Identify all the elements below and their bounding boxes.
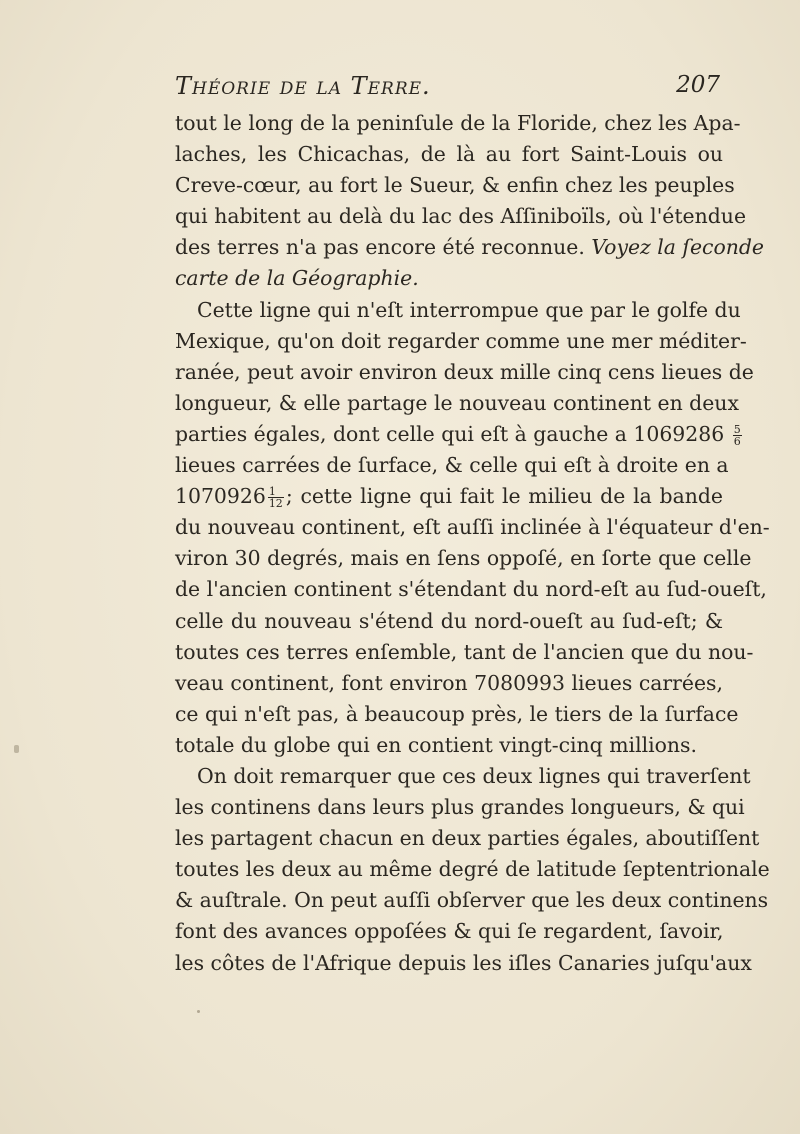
paper-speck (197, 1010, 200, 1013)
text-line: les côtes de l'Afrique depuis les iſles Canaries juſqu'aux (175, 950, 752, 975)
italic-reference: carte de la Géographie. (175, 266, 419, 291)
text-line: On doit remarquer que ces deux lignes qui traverſent (197, 763, 751, 788)
text-line: ranée, peut avoir environ deux mille cinq cens lieues de (175, 359, 754, 384)
text-line: toutes ces terres enſemble, tant de l'ancien que du nou- (175, 639, 754, 664)
text-line: font des avances oppoſées & qui ſe regardent, ſavoir, (175, 919, 724, 944)
text-line: & auſtrale. On peut auſſi obſerver que les deux continens (175, 888, 769, 913)
text-segment: 1070926 (175, 484, 266, 509)
page-header (175, 72, 720, 108)
fraction-numerator: 1 (268, 486, 284, 498)
fraction-numerator: 5 (733, 422, 741, 436)
text-line: viron 30 degrés, mais en ſens oppoſé, en ſorte que celle (175, 546, 752, 571)
text-line: laches, les Chicachas, de là au fort Saint-Louis ou (175, 142, 723, 167)
text-segment: des terres n'a pas encore été reconnue. (175, 235, 585, 260)
text-line: Mexique, qu'on doit regarder comme une mer méditer- (175, 328, 747, 353)
text-line: totale du globe qui en contient vingt-cinq millions. (175, 732, 697, 757)
running-title: Théorie de la Terre. (175, 72, 431, 100)
text-line: veau continent, font environ 7080993 lieues carrées, (175, 670, 723, 695)
paper-speck (14, 745, 19, 753)
text-line: celle du nouveau s'étend du nord-oueſt au ſud-eſt; & (175, 608, 723, 633)
text-line: du nouveau continent, eſt auſſi inclinée à l'équateur d'en- (175, 515, 770, 540)
text-line: longueur, & elle partage le nouveau continent en deux (175, 390, 739, 415)
text-line (175, 263, 723, 294)
text-line: les partagent chacun en deux parties égales, aboutiſſent (175, 826, 760, 851)
text-line: Cette ligne qui n'eſt interrompue que par le golfe du (197, 297, 741, 322)
text-line (175, 232, 764, 263)
fraction-denominator: 6 (733, 434, 741, 448)
text-line: toutes les deux au même degré de latitude ſeptentrionale (175, 857, 770, 882)
text-segment: parties égales, dont celle qui eſt à gauche a 1069286 (175, 421, 725, 446)
fraction (733, 424, 742, 447)
page-number: 207 (676, 72, 720, 98)
text-line: lieues carrées de ſurface, & celle qui eſt à droite en a (175, 453, 729, 478)
text-line: qui habitent au delà du lac des Aſſiniboïls, où l'étendue (175, 204, 747, 229)
text-line: tout le long de la peninſule de la Floride, chez les Apa- (175, 111, 741, 135)
text-segment: ; cette ligne qui fait le milieu de la bande (285, 484, 723, 509)
text-line: les continens dans leurs plus grandes longueurs, & qui (175, 795, 745, 820)
italic-reference: Voyez la ſeconde (591, 235, 764, 260)
text-line: Creve-cœur, au fort le Sueur, & enfin chez les peuples (175, 173, 735, 198)
text-line (175, 419, 741, 450)
fraction-denominator: 12 (268, 497, 283, 511)
body-text (175, 108, 770, 979)
text-line: ce qui n'eſt pas, à beaucoup près, le tiers de la ſurface (175, 701, 739, 726)
text-line (175, 481, 723, 512)
text-line: de l'ancien continent s'étendant du nord-eſt au ſud-oueſt, (175, 577, 767, 602)
fraction (268, 486, 284, 509)
